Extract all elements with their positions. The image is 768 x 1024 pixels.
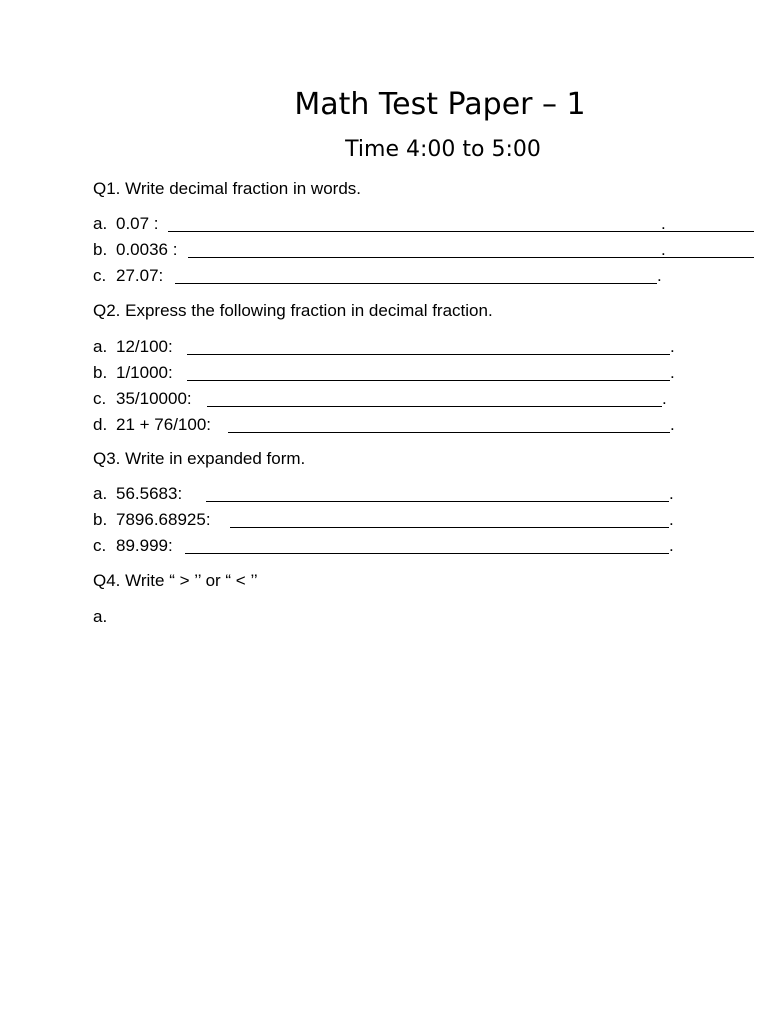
item-prompt: 7896.68925: — [116, 510, 211, 529]
question-3-heading: Q3. Write in expanded form. — [93, 449, 306, 468]
question-2-item-c — [93, 387, 693, 411]
item-letter: a. — [93, 337, 108, 356]
question-1-item-a — [93, 212, 693, 236]
answer-line[interactable] — [187, 331, 670, 355]
page-title: Math Test Paper – 1 — [294, 87, 586, 122]
line-end: . — [669, 510, 674, 529]
question-3-item-c — [93, 534, 693, 558]
answer-line[interactable] — [187, 357, 670, 381]
line-end: . — [661, 214, 666, 233]
item-prompt: 12/100: — [116, 337, 173, 356]
item-letter: c. — [93, 266, 107, 285]
item-letter: b. — [93, 240, 108, 259]
line-end: . — [669, 484, 674, 503]
item-prompt: 35/10000: — [116, 389, 192, 408]
question-2-item-b — [93, 361, 693, 385]
question-2-item-d — [93, 413, 693, 437]
answer-line[interactable] — [185, 530, 669, 554]
line-end: . — [661, 240, 666, 259]
line-end: . — [662, 389, 667, 408]
answer-line[interactable] — [206, 478, 669, 502]
question-1-item-c — [93, 264, 693, 288]
item-letter: c. — [93, 536, 107, 555]
question-4-heading: Q4. Write “ > ’’ or “ < ’’ — [93, 571, 258, 590]
item-prompt: 56.5683: — [116, 484, 183, 503]
line-end: . — [670, 337, 675, 356]
item-letter: a. — [93, 484, 108, 503]
item-letter: a. — [93, 214, 108, 233]
item-prompt: 21 + 76/100: — [116, 415, 212, 434]
item-prompt: 1/1000: — [116, 363, 173, 382]
line-end: . — [670, 415, 675, 434]
item-letter: a. — [93, 607, 108, 626]
item-prompt: 0.0036 : — [116, 240, 178, 259]
item-prompt: 0.07 : — [116, 214, 159, 233]
question-1-item-b — [93, 238, 693, 262]
question-3-item-a — [93, 482, 693, 506]
line-end: . — [670, 363, 675, 382]
answer-line[interactable] — [230, 504, 669, 528]
line-end: . — [669, 536, 674, 555]
time-subtitle: Time 4:00 to 5:00 — [345, 137, 541, 162]
item-letter: b. — [93, 363, 108, 382]
item-prompt: 89.999: — [116, 536, 173, 555]
answer-line[interactable] — [207, 383, 662, 407]
item-prompt: 27.07: — [116, 266, 164, 285]
answer-line[interactable] — [228, 409, 670, 433]
question-3-item-b — [93, 508, 693, 532]
item-letter: b. — [93, 510, 108, 529]
item-letter: c. — [93, 389, 107, 408]
answer-line[interactable] — [188, 234, 754, 258]
question-2-heading: Q2. Express the following fraction in decimal fraction. — [93, 301, 493, 320]
item-letter: d. — [93, 415, 108, 434]
question-2-item-a — [93, 335, 693, 359]
line-end: . — [657, 266, 662, 285]
answer-line[interactable] — [175, 260, 657, 284]
question-4-item-a — [93, 605, 693, 629]
answer-line[interactable] — [168, 208, 754, 232]
question-1-heading: Q1. Write decimal fraction in words. — [93, 179, 361, 198]
